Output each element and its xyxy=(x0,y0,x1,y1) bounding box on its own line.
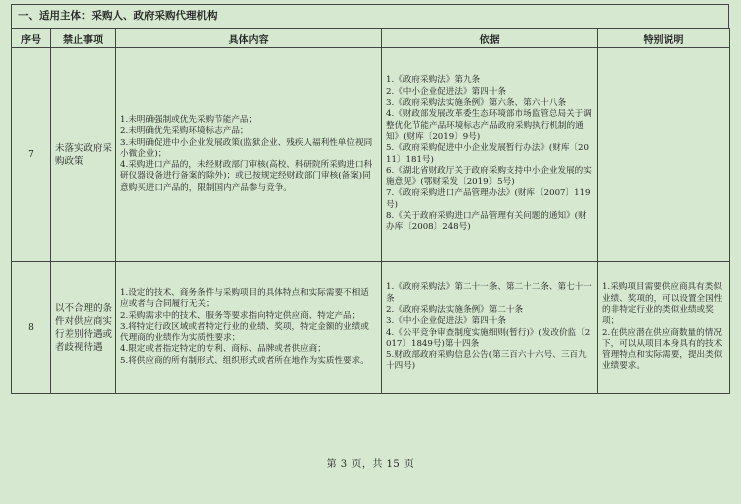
row-number: 7 xyxy=(12,48,51,262)
note-cell xyxy=(598,48,730,262)
list-item: 5.《政府采购促进中小企业发展暂行办法》(财库〔2011〕181号) xyxy=(386,143,589,165)
basis-cell xyxy=(382,262,598,394)
header-note: 特别说明 xyxy=(598,29,730,48)
page-footer: 第 3 页，共 15 页 xyxy=(326,459,415,470)
prohibited-item: 以不合理的条件对供应商实行差别待遇或者歧视待遇 xyxy=(51,262,116,394)
list-item: 8.《关于政府采购进口产品管理有关问题的通知》(财办库〔2008〕248号) xyxy=(386,210,587,233)
table-row xyxy=(12,48,730,262)
list-item: 1.未明确强制或优先采购节能产品； xyxy=(120,114,258,125)
list-item: 2.《政府采购法实施条例》第二十条 xyxy=(386,304,524,315)
list-item: 4.《财政部发展改革委生态环境部市场监管总局关于调整优化节能产品环境标志产品政府采购执行机制的通知》(财库〔2019〕9号) xyxy=(386,109,592,142)
list-item: 1.设定的技术、商务条件与采购项目的具体特点和实际需要不相适应或者与合同履行无关； xyxy=(120,287,369,310)
list-item: 3.《政府采购法实施条例》第六条、第六十八条 xyxy=(386,98,567,109)
list-item: 4.限定或者指定特定的专利、商标、品牌或者供应商； xyxy=(120,344,326,355)
list-item: 3.《中小企业促进法》第四十条 xyxy=(386,316,506,327)
list-item: 3.将特定行政区域或者特定行业的业绩、奖项，特定金额的业绩或代理商的业绩作为实质性要求； xyxy=(120,321,369,344)
list-item: 1.采购项目需要供应商具有类似业绩、奖项的，可以设置全国性的非特定行业的类似业绩或奖项； xyxy=(602,282,723,327)
header-seq: 序号 xyxy=(12,29,51,48)
header-basis: 依据 xyxy=(382,29,598,48)
list-item: 2.《中小企业促进法》第四十条 xyxy=(386,86,506,97)
list-item: 2.在供应潜在供应商数量的情况下，可以从项目本身具有的技术管理特点和实际需要，提出类似业绩要求。 xyxy=(602,327,723,372)
header-item: 禁止事项 xyxy=(51,29,116,48)
list-item: 5.财政部政府采购信息公告(第三百六十六号、三百九十四号) xyxy=(386,350,587,372)
row-number: 8 xyxy=(12,262,51,394)
list-item: 3.未明确促进中小企业发展政策(监狱企业、残疾人福利性单位视同小微企业)； xyxy=(120,137,373,159)
list-item: 6.《湖北省财政厅关于政府采购支持中小企业发展的实施意见》(鄂财采发〔2019〕5号) xyxy=(386,165,592,188)
list-item: 1.《政府采购法》第二十一条、第二十二条、第七十一条 xyxy=(386,282,592,304)
header-row xyxy=(12,29,730,48)
basis-cell xyxy=(382,48,598,262)
list-item: 7.《政府采购进口产品管理办法》(财库〔2007〕119号) xyxy=(386,188,591,210)
list-item: 4.《公平竞争审查制度实施细则(暂行)》(发改价监〔2017〕1849号)第十四条 xyxy=(386,327,591,349)
list-item: 2.未明确优先采购环境标志产品； xyxy=(120,126,249,137)
section-title: 一、适用主体：采购人、政府采购代理机构 xyxy=(11,4,729,28)
prohibited-item: 未落实政府采购政策 xyxy=(51,48,116,262)
list-item: 4.采购进口产品的，未经财政部门审核(高校、科研院所采购进口科研仪器设备进行备案的除外)；或已按规定经财政部门审核(备案)同意购买进口产品的，限制国内产品参与竞争。 xyxy=(120,160,373,193)
header-content: 具体内容 xyxy=(116,29,382,48)
list-item: 5.将供应商的所有制形式、组织形式或者所在地作为实质性要求。 xyxy=(120,355,369,366)
content-cell xyxy=(116,48,382,262)
content-cell xyxy=(116,262,382,394)
table-row xyxy=(12,262,730,394)
list-item: 2.采购需求中的技术、服务等要求指向特定供应商、特定产品； xyxy=(120,310,361,321)
rules-table xyxy=(11,28,730,394)
document-sheet xyxy=(11,4,729,394)
list-item: 1.《政府采购法》第九条 xyxy=(386,75,481,86)
note-cell xyxy=(598,262,730,394)
